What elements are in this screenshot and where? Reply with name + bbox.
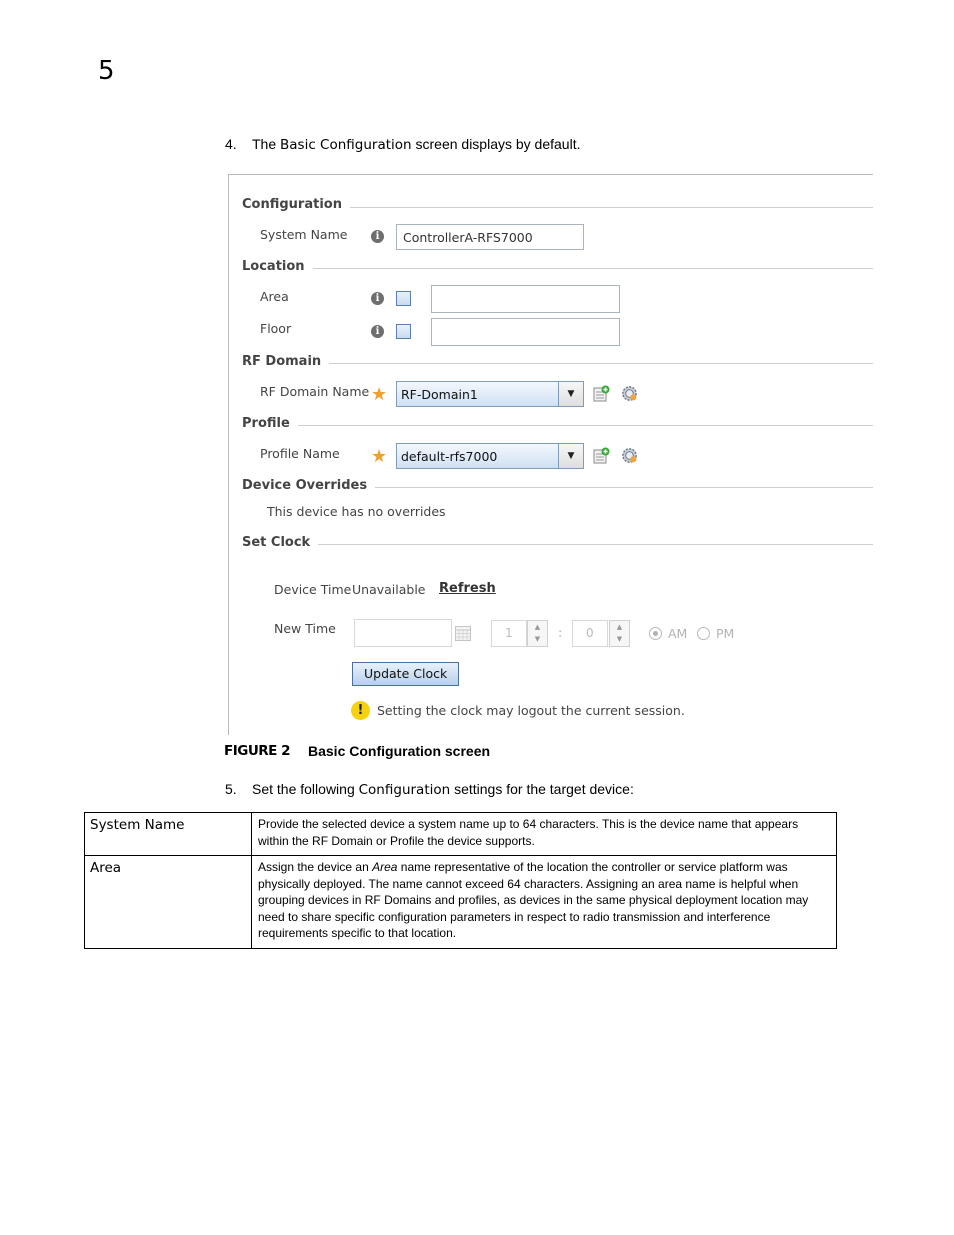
gear-icon[interactable]: [620, 446, 639, 465]
area-label: Area: [260, 289, 289, 304]
table-row: [85, 813, 837, 856]
update-clock-button[interactable]: Update Clock: [352, 662, 459, 686]
section-configuration: Configuration: [242, 197, 350, 212]
figure-caption: [224, 743, 491, 759]
step-text: The: [252, 136, 281, 152]
step-number: 4.: [225, 136, 237, 152]
date-input[interactable]: [354, 619, 452, 647]
settings-table: [84, 812, 837, 949]
profile-name-label: Profile Name: [260, 446, 340, 461]
area-checkbox[interactable]: [396, 291, 411, 306]
rf-domain-selected: RF-Domain1: [401, 387, 478, 402]
pm-radio[interactable]: [697, 627, 710, 640]
spin-up-icon[interactable]: ▲: [616, 623, 623, 631]
hour-input[interactable]: 1: [491, 620, 527, 647]
step-text-end: screen displays by default.: [411, 136, 581, 152]
section-rf-domain: RF Domain: [242, 354, 329, 369]
section-profile: Profile: [242, 416, 298, 431]
rf-domain-select[interactable]: [396, 381, 584, 407]
setting-name: System Name: [85, 813, 252, 856]
am-label: AM: [668, 626, 688, 641]
device-time-label: Device Time: [274, 582, 352, 597]
section-device-overrides: Device Overrides: [242, 478, 375, 493]
profile-selected: default-rfs7000: [401, 449, 498, 464]
figure-number: FIGURE 2: [224, 743, 290, 759]
minute-input[interactable]: 0: [572, 620, 608, 647]
description-text-end: name representative of the location the controller or service platform was physically deployed. The name cannot exceed 64 characters. Assigning an area name is helpful when grouping devices in RF Domains and profiles, as devices in the same physical deployment location may need to share specific configuration parameters in respect to radio transmission and interference requirements specific to that location.: [258, 860, 809, 940]
section-set-clock: Set Clock: [242, 535, 318, 550]
step-text: Set the following: [252, 781, 359, 797]
setting-name: Area: [85, 856, 252, 949]
spin-up-icon[interactable]: ▲: [534, 623, 541, 631]
setting-description: [252, 856, 837, 949]
pm-label: PM: [716, 626, 735, 641]
chevron-down-icon[interactable]: ▼: [558, 382, 583, 406]
minute-spinner[interactable]: [609, 620, 630, 647]
step-5: [225, 781, 634, 798]
info-icon[interactable]: i: [371, 230, 384, 243]
basic-configuration-screen: [228, 174, 873, 735]
gear-icon[interactable]: [620, 384, 639, 403]
profile-select[interactable]: [396, 443, 584, 469]
system-name-input[interactable]: ControllerA-RFS7000: [396, 224, 584, 250]
clock-warning-text: Setting the clock may logout the current session.: [377, 703, 685, 718]
overrides-message: This device has no overrides: [267, 504, 446, 519]
am-radio[interactable]: [649, 627, 662, 640]
step-4: [225, 136, 580, 153]
add-icon[interactable]: [593, 385, 610, 402]
figure-title: Basic Configuration screen: [308, 743, 491, 759]
add-icon[interactable]: [593, 447, 610, 464]
system-name-label: System Name: [260, 227, 348, 242]
chapter-number: 5: [98, 56, 115, 86]
table-row: [85, 856, 837, 949]
floor-checkbox[interactable]: [396, 324, 411, 339]
floor-label: Floor: [260, 321, 292, 336]
info-icon[interactable]: i: [371, 325, 384, 338]
description-italic: Area: [372, 860, 398, 874]
required-star-icon: ★: [371, 446, 388, 467]
warning-icon: !: [351, 701, 370, 720]
new-time-label: New Time: [274, 621, 336, 636]
device-time-value: Unavailable: [352, 582, 426, 597]
step-number: 5.: [225, 781, 237, 797]
setting-description: Provide the selected device a system name up to 64 characters. This is the device name that appears within the RF Domain or Profile the device supports.: [252, 813, 837, 856]
step-text-end: settings for the target device:: [450, 781, 634, 797]
spin-down-icon[interactable]: ▼: [534, 635, 541, 643]
area-input[interactable]: [431, 285, 620, 313]
rf-domain-name-label: RF Domain Name: [260, 384, 370, 399]
required-star-icon: ★: [371, 384, 388, 405]
refresh-link[interactable]: Refresh: [439, 581, 496, 596]
time-separator: :: [558, 625, 563, 640]
step-bold-term: Basic Configuration: [280, 137, 412, 153]
calendar-icon[interactable]: [455, 626, 471, 641]
step-bold-term: Configuration: [358, 782, 451, 798]
info-icon[interactable]: i: [371, 292, 384, 305]
spin-down-icon[interactable]: ▼: [616, 635, 623, 643]
floor-input[interactable]: [431, 318, 620, 346]
hour-spinner[interactable]: [527, 620, 548, 647]
chevron-down-icon[interactable]: ▼: [558, 444, 583, 468]
section-location: Location: [242, 259, 313, 274]
description-text: Assign the device an: [258, 860, 373, 874]
